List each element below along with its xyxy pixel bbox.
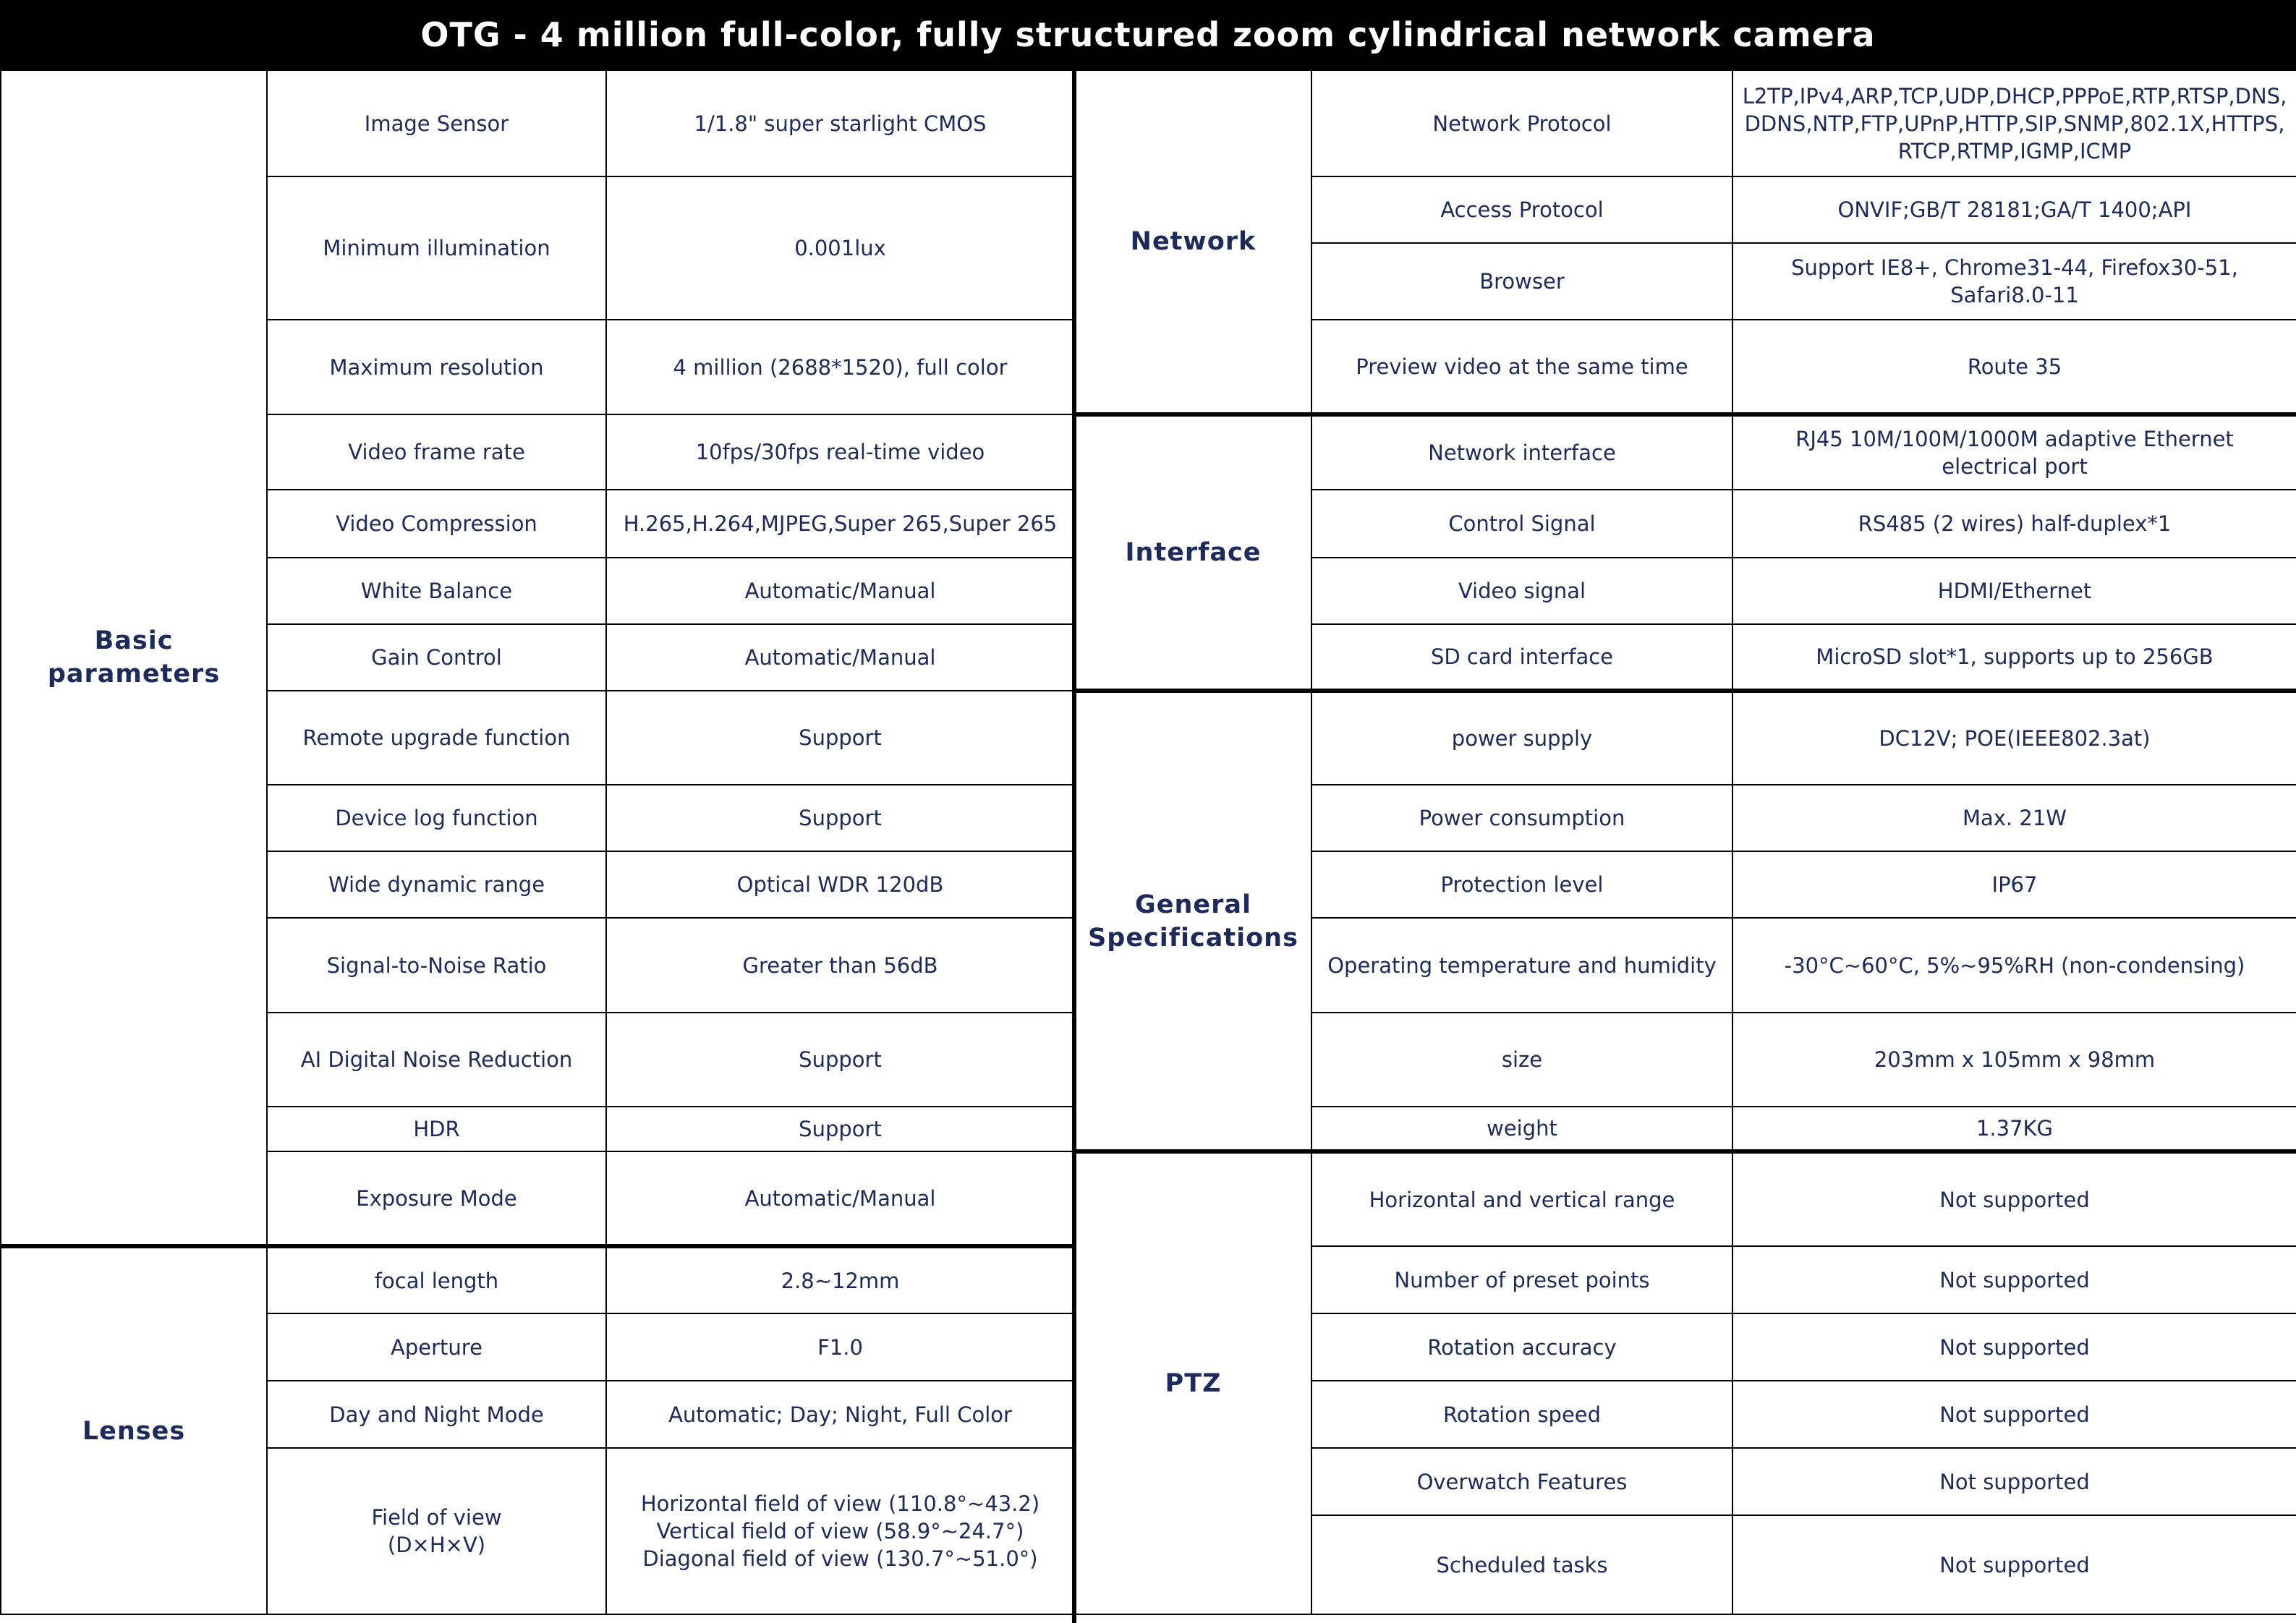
spec-value: Not supported bbox=[1732, 1313, 2296, 1381]
spec-label: Image Sensor bbox=[267, 70, 606, 176]
panel-divider bbox=[1072, 69, 1076, 1623]
category-basic-parameters: Basic parameters bbox=[1, 70, 267, 1246]
spec-value: Automatic/Manual bbox=[606, 624, 1074, 691]
spec-value: 203mm x 105mm x 98mm bbox=[1732, 1013, 2296, 1107]
spec-label: Control Signal bbox=[1311, 490, 1732, 558]
spec-label: SD card interface bbox=[1311, 624, 1732, 691]
spec-label: weight bbox=[1311, 1107, 1732, 1151]
spec-label: Operating temperature and humidity bbox=[1311, 918, 1732, 1013]
spec-value: Support bbox=[606, 785, 1074, 851]
spec-value: Not supported bbox=[1732, 1246, 2296, 1313]
spec-label: Aperture bbox=[267, 1313, 606, 1381]
page-title: OTG - 4 million full-color, fully structured zoom cylindrical network camera bbox=[0, 0, 2296, 69]
spec-label: Video signal bbox=[1311, 558, 1732, 624]
spec-label: Horizontal and vertical range bbox=[1311, 1151, 1732, 1246]
left-spec-table bbox=[0, 69, 1075, 1615]
spec-label: HDR bbox=[267, 1107, 606, 1151]
spec-value: Automatic/Manual bbox=[606, 1151, 1074, 1246]
spec-label: Signal-to-Noise Ratio bbox=[267, 918, 606, 1013]
spec-label: Rotation speed bbox=[1311, 1381, 1732, 1448]
spec-label: Device log function bbox=[267, 785, 606, 851]
spec-label: Access Protocol bbox=[1311, 176, 1732, 243]
spec-value: 4 million (2688*1520), full color bbox=[606, 320, 1074, 414]
spec-label: Day and Night Mode bbox=[267, 1381, 606, 1448]
spec-label: Preview video at the same time bbox=[1311, 320, 1732, 414]
spec-label: focal length bbox=[267, 1246, 606, 1313]
spec-label: Exposure Mode bbox=[267, 1151, 606, 1246]
category-general-specifications: General Specifications bbox=[1075, 691, 1311, 1151]
category-network: Network bbox=[1075, 70, 1311, 414]
spec-value: Not supported bbox=[1732, 1151, 2296, 1246]
spec-label: Maximum resolution bbox=[267, 320, 606, 414]
spec-value: 1/1.8" super starlight CMOS bbox=[606, 70, 1074, 176]
category-ptz: PTZ bbox=[1075, 1151, 1311, 1614]
spec-value: F1.0 bbox=[606, 1313, 1074, 1381]
spec-label: Wide dynamic range bbox=[267, 851, 606, 918]
category-lenses: Lenses bbox=[1, 1246, 267, 1614]
spec-label: Number of preset points bbox=[1311, 1246, 1732, 1313]
spec-value: L2TP,IPv4,ARP,TCP,UDP,DHCP,PPPoE,RTP,RTSP,DNS, DDNS,NTP,FTP,UPnP,HTTP,SIP,SNMP,802.1X,HTTPS, RTCP,RTMP,IGMP,ICMP bbox=[1732, 70, 2296, 176]
spec-value: H.265,H.264,MJPEG,Super 265,Super 265 bbox=[606, 490, 1074, 558]
spec-value: ONVIF;GB/T 28181;GA/T 1400;API bbox=[1732, 176, 2296, 243]
spec-label: Overwatch Features bbox=[1311, 1448, 1732, 1515]
spec-label: Scheduled tasks bbox=[1311, 1515, 1732, 1614]
right-spec-table bbox=[1074, 69, 2296, 1615]
spec-value: HDMI/Ethernet bbox=[1732, 558, 2296, 624]
spec-value: -30°C~60°C, 5%~95%RH (non-condensing) bbox=[1732, 918, 2296, 1013]
spec-value: IP67 bbox=[1732, 851, 2296, 918]
spec-value: Not supported bbox=[1732, 1515, 2296, 1614]
spec-label: size bbox=[1311, 1013, 1732, 1107]
spec-label: White Balance bbox=[267, 558, 606, 624]
spec-value: Support bbox=[606, 691, 1074, 785]
spec-value: Support bbox=[606, 1013, 1074, 1107]
spec-label: Browser bbox=[1311, 243, 1732, 320]
spec-label: AI Digital Noise Reduction bbox=[267, 1013, 606, 1107]
spec-value: Optical WDR 120dB bbox=[606, 851, 1074, 918]
spec-value: Automatic; Day; Night, Full Color bbox=[606, 1381, 1074, 1448]
spec-label: Video Compression bbox=[267, 490, 606, 558]
spec-value: Horizontal field of view (110.8°~43.2) Vertical field of view (58.9°~24.7°) Diagonal field of view (130.7°~51.0°) bbox=[606, 1448, 1074, 1614]
spec-value: RS485 (2 wires) half-duplex*1 bbox=[1732, 490, 2296, 558]
spec-label: Network Protocol bbox=[1311, 70, 1732, 176]
spec-label: Power consumption bbox=[1311, 785, 1732, 851]
spec-value: 10fps/30fps real-time video bbox=[606, 414, 1074, 490]
spec-value: Support bbox=[606, 1107, 1074, 1151]
spec-value: MicroSD slot*1, supports up to 256GB bbox=[1732, 624, 2296, 691]
spec-label: Rotation accuracy bbox=[1311, 1313, 1732, 1381]
spec-value: 2.8~12mm bbox=[606, 1246, 1074, 1313]
spec-label: Field of view (D×H×V) bbox=[267, 1448, 606, 1614]
spec-label: Minimum illumination bbox=[267, 176, 606, 320]
spec-value: Not supported bbox=[1732, 1448, 2296, 1515]
spec-label: Gain Control bbox=[267, 624, 606, 691]
spec-value: 1.37KG bbox=[1732, 1107, 2296, 1151]
category-interface: Interface bbox=[1075, 414, 1311, 691]
spec-label: power supply bbox=[1311, 691, 1732, 785]
spec-value: Support IE8+, Chrome31-44, Firefox30-51, Safari8.0-11 bbox=[1732, 243, 2296, 320]
spec-value: 0.001lux bbox=[606, 176, 1074, 320]
spec-label: Video frame rate bbox=[267, 414, 606, 490]
spec-label: Network interface bbox=[1311, 414, 1732, 490]
spec-value: RJ45 10M/100M/1000M adaptive Ethernet electrical port bbox=[1732, 414, 2296, 490]
spec-value: Max. 21W bbox=[1732, 785, 2296, 851]
spec-value: Route 35 bbox=[1732, 320, 2296, 414]
spec-label: Protection level bbox=[1311, 851, 1732, 918]
spec-value: Greater than 56dB bbox=[606, 918, 1074, 1013]
spec-value: Not supported bbox=[1732, 1381, 2296, 1448]
spec-value: DC12V; POE(IEEE802.3at) bbox=[1732, 691, 2296, 785]
spec-value: Automatic/Manual bbox=[606, 558, 1074, 624]
spec-label: Remote upgrade function bbox=[267, 691, 606, 785]
